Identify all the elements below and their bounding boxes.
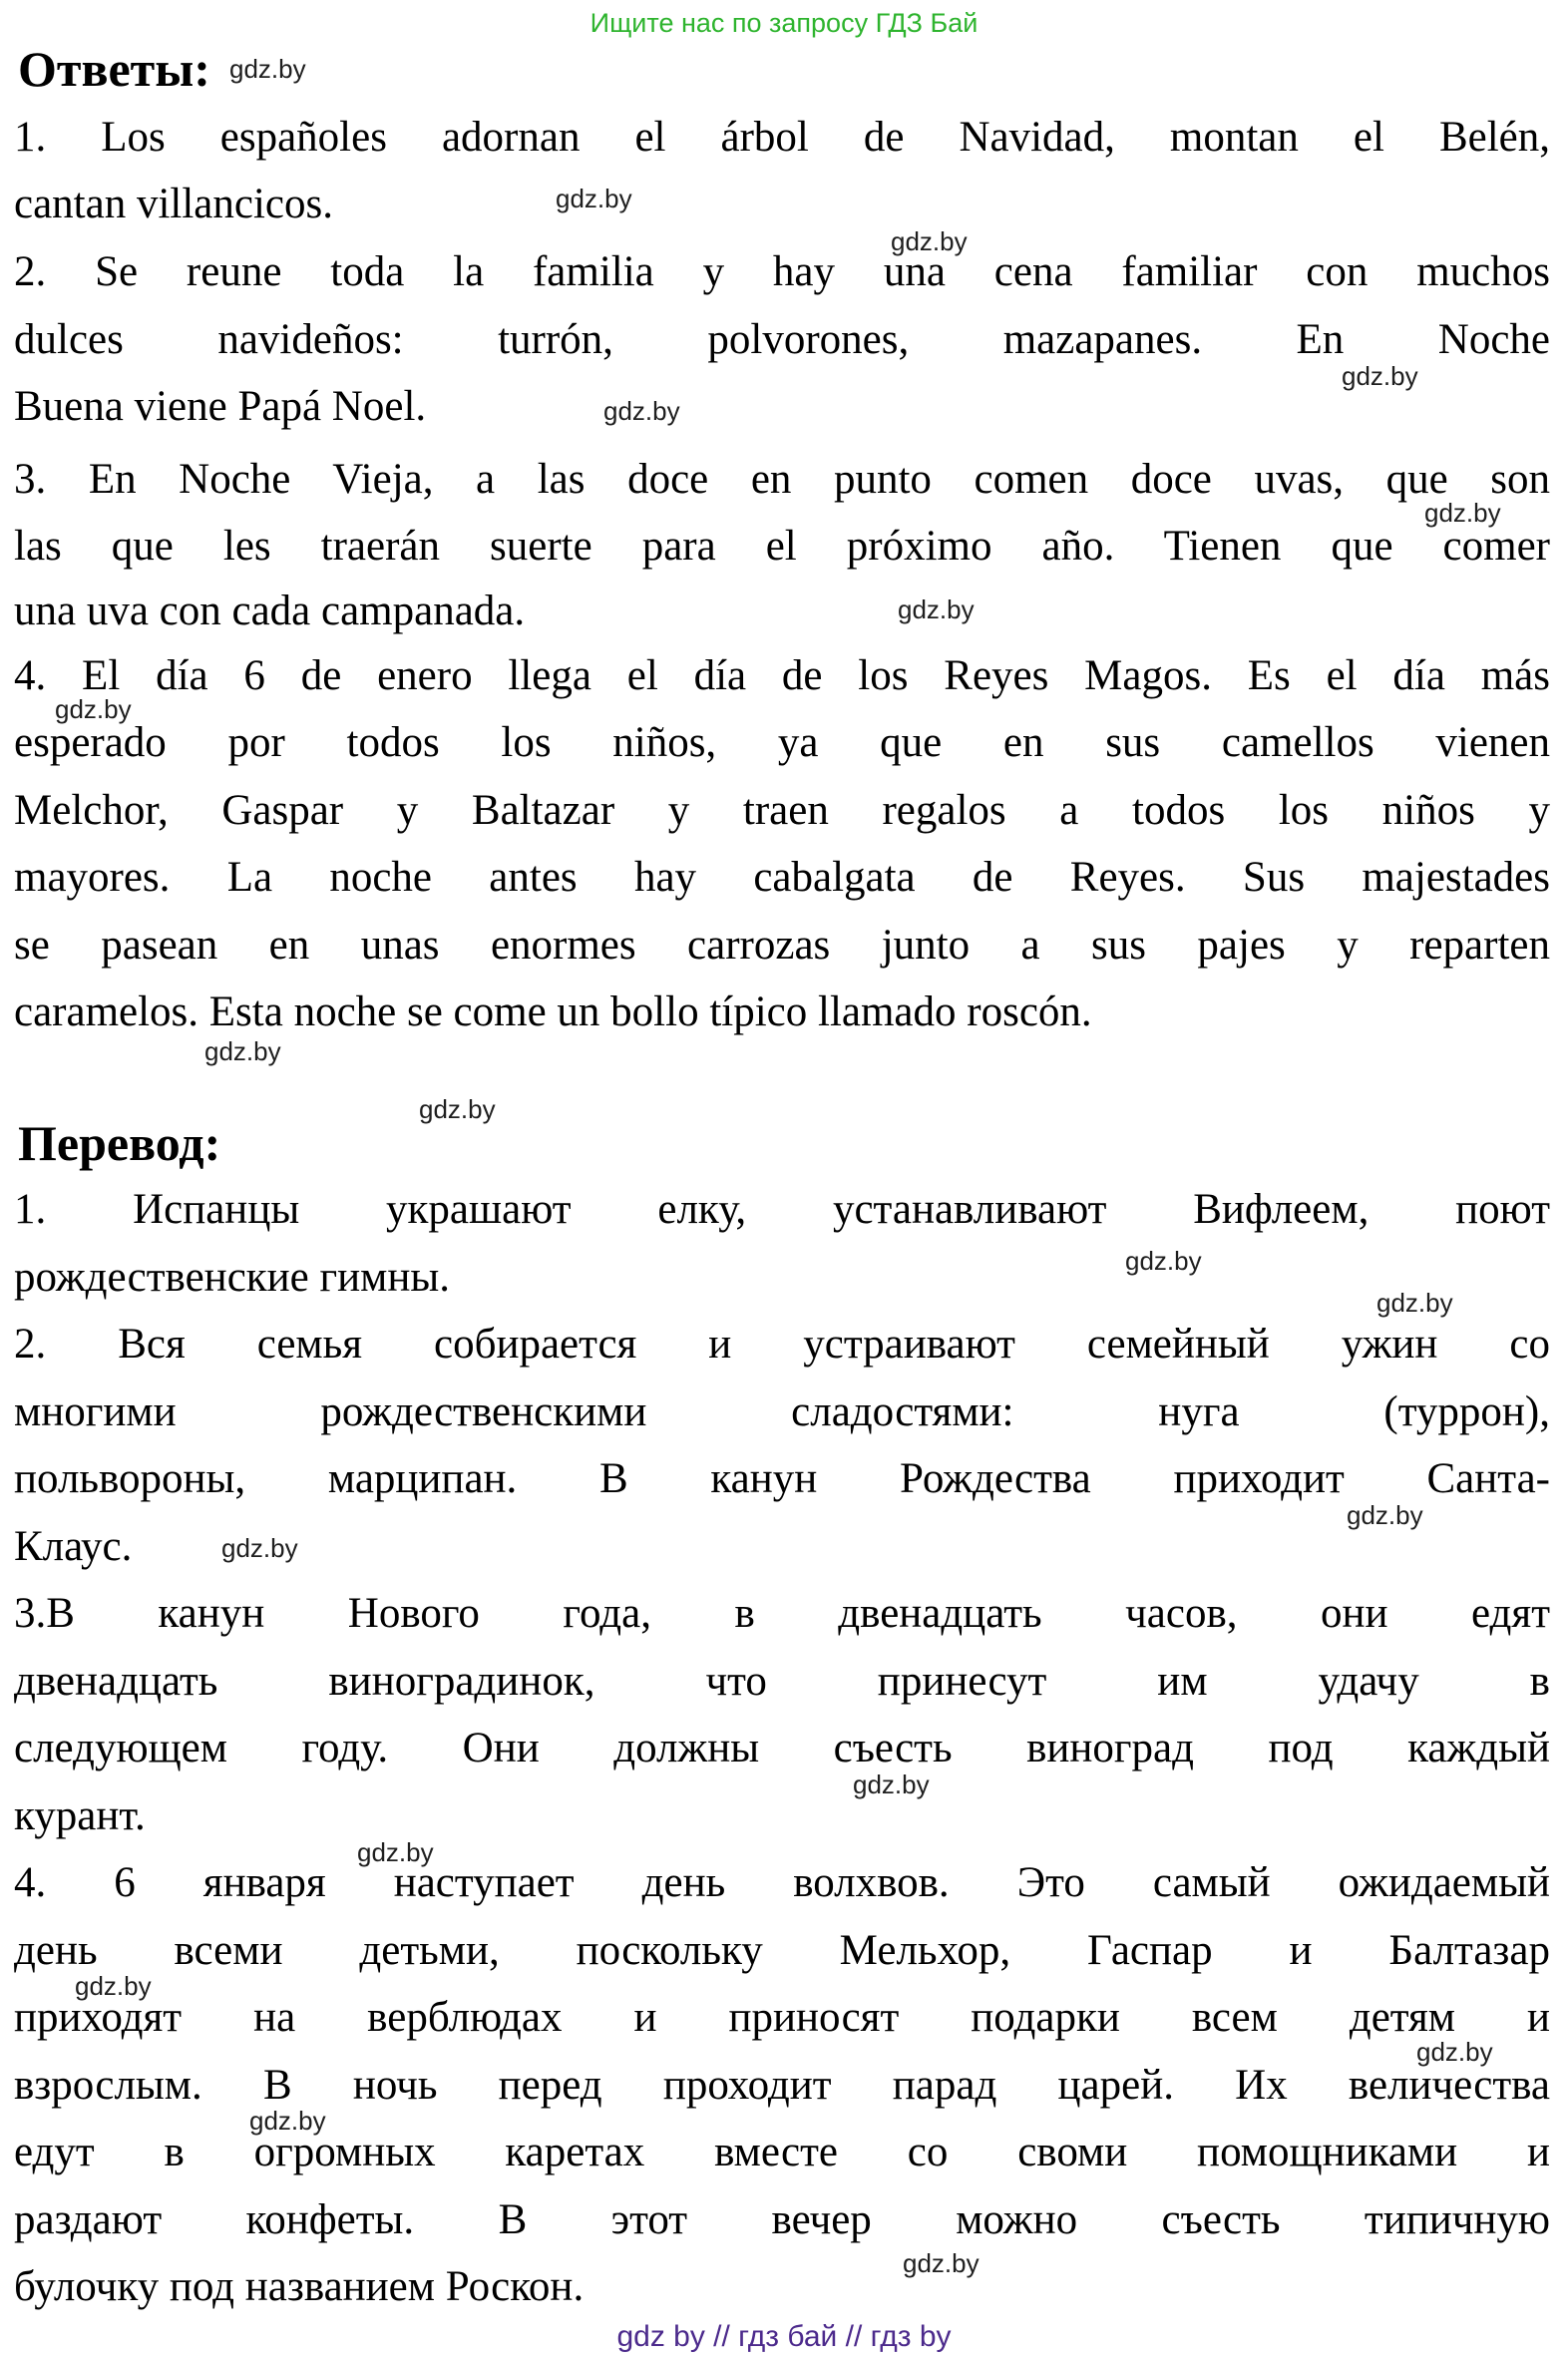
spanish-text-line: esperado por todos los niños, ya que en sus camellos vienen	[14, 719, 1550, 766]
gdz-watermark: gdz.by	[357, 1837, 434, 1867]
gdz-watermark: gdz.by	[1416, 2037, 1493, 2067]
russian-text-line: польвороны, марципан. В канун Рождества приходит Санта-	[14, 1455, 1550, 1502]
gdz-watermark: gdz.by	[898, 594, 975, 624]
gdz-watermark: gdz.by	[853, 1769, 930, 1799]
gdz-watermark: gdz.by	[603, 396, 680, 426]
gdz-watermark: gdz.by	[1376, 1288, 1453, 1318]
russian-text-line: едут в огромных каретах вместе со своми помощниками и	[14, 2129, 1550, 2175]
russian-text-line: приходят на верблюдах и приносят подарки всем детям и	[14, 1994, 1550, 2041]
russian-text-line: двенадцать виноградинок, что принесут им удачу в	[14, 1658, 1550, 1705]
russian-text-line: следующем году. Они должны съесть виноград под каждый	[14, 1725, 1550, 1771]
russian-text-line: курант.	[14, 1792, 146, 1839]
spanish-text-line: dulces navideños: turrón, polvorones, mazapanes. En Noche	[14, 316, 1550, 363]
russian-text-line: взрослым. В ночь перед проходит парад царей. Их величества	[14, 2062, 1550, 2109]
spanish-text-line: Melchor, Gaspar y Baltazar y traen regalos a todos los niños y	[14, 787, 1550, 834]
translation-heading: Перевод:	[18, 1115, 221, 1171]
spanish-text-line: Buena viene Papá Noel.	[14, 383, 427, 430]
spanish-text-line: mayores. La noche antes hay cabalgata de Reyes. Sus majestades	[14, 854, 1550, 901]
spanish-text-line: 4. El día 6 de enero llega el día de los Reyes Magos. Es el día más	[14, 652, 1550, 699]
spanish-text-line: 1. Los españoles adornan el árbol de Navidad, montan el Belén,	[14, 114, 1550, 161]
russian-text-line: Клаус.	[14, 1523, 133, 1570]
gdz-watermark: gdz.by	[55, 694, 132, 724]
gdz-watermark: gdz.by	[556, 184, 632, 213]
gdz-watermark: gdz.by	[419, 1094, 496, 1124]
gdz-watermark: gdz.by	[1424, 498, 1501, 528]
promo-banner: Ищите нас по запросу ГДЗ Бай	[589, 8, 979, 38]
russian-text-line: 3.В канун Нового года, в двенадцать часов, они едят	[14, 1590, 1550, 1637]
spanish-text-line: las que les traerán suerte para el próximo año. Tienen que comer	[14, 523, 1550, 570]
footer-brand-line: gdz by // гдз бай // гдз by	[616, 2320, 952, 2353]
gdz-watermark: gdz.by	[221, 1533, 298, 1563]
russian-text-line: многими рождественскими сладостями: нуга (туррон),	[14, 1388, 1550, 1435]
gdz-watermark: gdz.by	[204, 1036, 281, 1066]
spanish-text-line: cantan villancicos.	[14, 181, 333, 227]
russian-text-line: рождественские гимны.	[14, 1254, 451, 1301]
spanish-text-line: caramelos. Esta noche se come un bollo típico llamado roscón.	[14, 988, 1092, 1035]
russian-text-line: 1. Испанцы украшают елку, устанавливают Вифлеем, поют	[14, 1186, 1550, 1233]
russian-text-line: 4. 6 января наступает день волхвов. Это самый ожидаемый	[14, 1859, 1550, 1906]
russian-text-line: раздают конфеты. В этот вечер можно съесть типичную	[14, 2196, 1550, 2243]
spanish-text-line: 3. En Noche Vieja, a las doce en punto comen doce uvas, que son	[14, 456, 1550, 503]
gdz-watermark: gdz.by	[1125, 1246, 1202, 1276]
gdz-watermark: gdz.by	[229, 54, 306, 84]
gdz-watermark: gdz.by	[75, 1971, 152, 2001]
answers-heading: Ответы:	[18, 41, 210, 97]
gdz-watermark: gdz.by	[249, 2106, 326, 2136]
russian-text-line: день всеми детьми, поскольку Мельхор, Гаспар и Балтазар	[14, 1927, 1550, 1974]
spanish-text-line: una uva con cada campanada.	[14, 588, 526, 634]
gdz-watermark: gdz.by	[1347, 1500, 1423, 1530]
gdz-watermark: gdz.by	[891, 226, 968, 256]
spanish-text-line: se pasean en unas enormes carrozas junto a sus pajes y reparten	[14, 922, 1550, 969]
russian-text-line: булочку под названием Роскон.	[14, 2263, 585, 2310]
gdz-watermark: gdz.by	[1342, 361, 1418, 391]
spanish-text-line: 2. Se reune toda la familia y hay una cena familiar con muchos	[14, 248, 1550, 295]
russian-text-line: 2. Вся семья собирается и устраивают семейный ужин со	[14, 1321, 1550, 1368]
gdz-watermark: gdz.by	[903, 2248, 980, 2278]
